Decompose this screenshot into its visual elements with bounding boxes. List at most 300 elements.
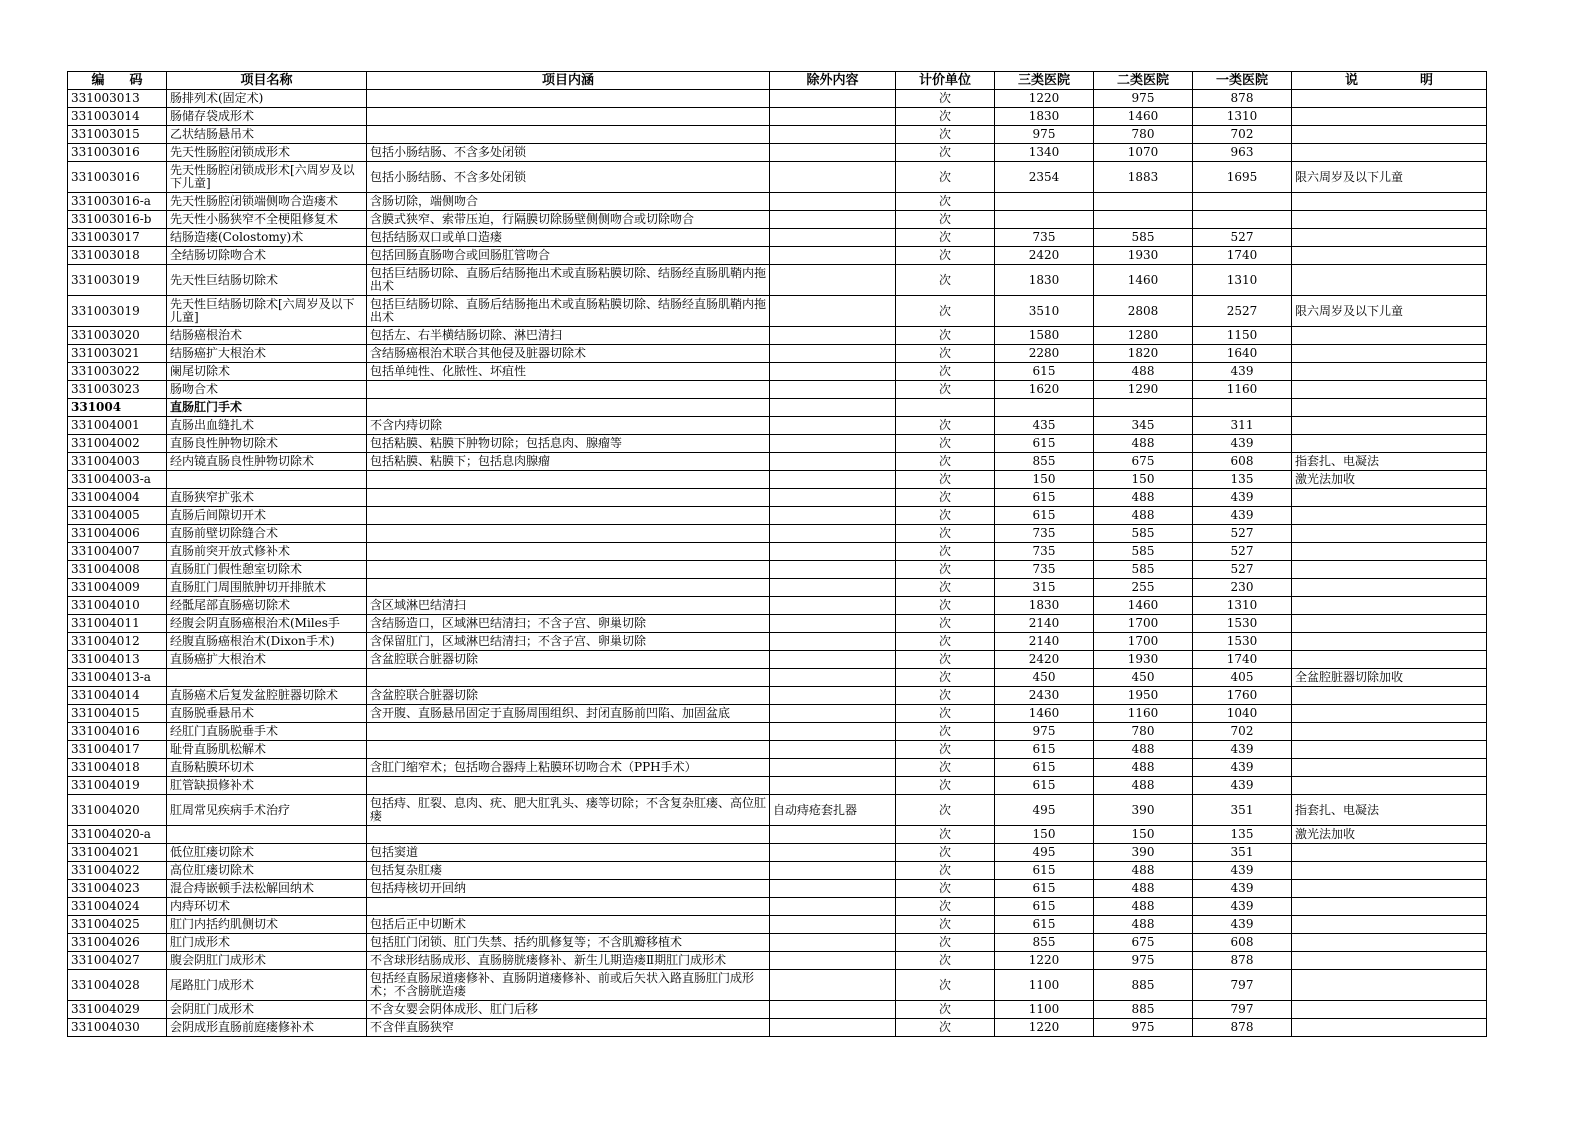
- cell-note: 限六周岁及以下儿童: [1292, 296, 1487, 327]
- cell-price-class3: 1580: [995, 327, 1094, 345]
- table-row: [68, 417, 1487, 435]
- cell-price-class1: 2527: [1193, 296, 1292, 327]
- cell-unit: 次: [896, 1019, 995, 1037]
- cell-price-class2: 488: [1094, 507, 1193, 525]
- cell-name: 直肠肛门周围脓肿切开排脓术: [167, 579, 367, 597]
- cell-note: [1292, 229, 1487, 247]
- cell-content: 包括粘膜、粘膜下；包括息肉腺瘤: [367, 453, 770, 471]
- cell-price-class3: 1830: [995, 265, 1094, 296]
- cell-price-class3: 3510: [995, 296, 1094, 327]
- table-row: [68, 327, 1487, 345]
- cell-excluded: [770, 247, 896, 265]
- cell-note: [1292, 777, 1487, 795]
- cell-name: 会阴肛门成形术: [167, 1001, 367, 1019]
- cell-price-class2: 1280: [1094, 327, 1193, 345]
- cell-price-class1: 439: [1193, 489, 1292, 507]
- table-row: [68, 489, 1487, 507]
- cell-note: [1292, 597, 1487, 615]
- cell-code: 331003019: [68, 265, 167, 296]
- cell-code: 331004010: [68, 597, 167, 615]
- cell-price-class1: 439: [1193, 898, 1292, 916]
- cell-excluded: [770, 862, 896, 880]
- cell-excluded: [770, 327, 896, 345]
- cell-name: 高位肛瘘切除术: [167, 862, 367, 880]
- cell-note: 限六周岁及以下儿童: [1292, 162, 1487, 193]
- cell-price-class1: 1695: [1193, 162, 1292, 193]
- cell-note: 激光法加收: [1292, 826, 1487, 844]
- table-row: [68, 435, 1487, 453]
- table-row: [68, 759, 1487, 777]
- cell-excluded: [770, 162, 896, 193]
- cell-price-class3: 855: [995, 453, 1094, 471]
- cell-code: 331004030: [68, 1019, 167, 1037]
- cell-price-class1: [1193, 193, 1292, 211]
- cell-price-class2: 450: [1094, 669, 1193, 687]
- cell-note: [1292, 543, 1487, 561]
- cell-code: 331004005: [68, 507, 167, 525]
- cell-note: 指套扎、电凝法: [1292, 795, 1487, 826]
- cell-price-class2: 1930: [1094, 247, 1193, 265]
- table-row: [68, 507, 1487, 525]
- cell-unit: 次: [896, 417, 995, 435]
- cell-price-class3: 2280: [995, 345, 1094, 363]
- header-code: 编 码: [68, 72, 167, 90]
- cell-content: 包括巨结肠切除、直肠后结肠拖出术或直肠粘膜切除、结肠经直肠肌鞘内拖出术: [367, 265, 770, 296]
- cell-name: 先天性小肠狭窄不全梗阻修复术: [167, 211, 367, 229]
- cell-unit: 次: [896, 193, 995, 211]
- cell-name: 结肠造瘘(Colostomy)术: [167, 229, 367, 247]
- cell-price-class3: 1460: [995, 705, 1094, 723]
- table-row: [68, 211, 1487, 229]
- cell-price-class3: 615: [995, 898, 1094, 916]
- cell-note: [1292, 844, 1487, 862]
- cell-price-class3: 2354: [995, 162, 1094, 193]
- cell-content: 含肠切除，端侧吻合: [367, 193, 770, 211]
- cell-price-class3: 2430: [995, 687, 1094, 705]
- cell-price-class2: 975: [1094, 1019, 1193, 1037]
- header-class3: 三类医院: [995, 72, 1094, 90]
- cell-price-class2: 975: [1094, 952, 1193, 970]
- cell-excluded: [770, 126, 896, 144]
- cell-content: [367, 543, 770, 561]
- cell-price-class3: 1340: [995, 144, 1094, 162]
- cell-name: 耻骨直肠肌松解术: [167, 741, 367, 759]
- cell-price-class3: 855: [995, 934, 1094, 952]
- cell-name: 结肠癌扩大根治术: [167, 345, 367, 363]
- cell-code: 331004003-a: [68, 471, 167, 489]
- cell-price-class1: 1150: [1193, 327, 1292, 345]
- cell-code: 331004027: [68, 952, 167, 970]
- cell-unit: 次: [896, 759, 995, 777]
- cell-content: [367, 777, 770, 795]
- cell-content: [367, 669, 770, 687]
- cell-content: [367, 471, 770, 489]
- cell-unit: 次: [896, 795, 995, 826]
- cell-excluded: [770, 826, 896, 844]
- cell-excluded: [770, 651, 896, 669]
- cell-note: [1292, 723, 1487, 741]
- cell-note: [1292, 265, 1487, 296]
- cell-price-class3: 495: [995, 795, 1094, 826]
- cell-price-class1: 878: [1193, 90, 1292, 108]
- cell-price-class3: 150: [995, 826, 1094, 844]
- cell-price-class2: 885: [1094, 1001, 1193, 1019]
- cell-unit: 次: [896, 669, 995, 687]
- cell-code: 331003016: [68, 144, 167, 162]
- table-row: [68, 1001, 1487, 1019]
- table-row: [68, 741, 1487, 759]
- cell-code: 331004013: [68, 651, 167, 669]
- table-row: [68, 898, 1487, 916]
- cell-excluded: 自动痔疮套扎器: [770, 795, 896, 826]
- cell-code: 331004020: [68, 795, 167, 826]
- cell-unit: 次: [896, 844, 995, 862]
- cell-note: [1292, 525, 1487, 543]
- cell-note: [1292, 615, 1487, 633]
- cell-name: 先天性肠腔闭锁端侧吻合造瘘术: [167, 193, 367, 211]
- cell-code: 331003021: [68, 345, 167, 363]
- cell-price-class3: 615: [995, 507, 1094, 525]
- table-row: [68, 561, 1487, 579]
- cell-price-class2: [1094, 399, 1193, 417]
- cell-unit: 次: [896, 934, 995, 952]
- cell-unit: 次: [896, 327, 995, 345]
- cell-excluded: [770, 543, 896, 561]
- table-row: [68, 777, 1487, 795]
- cell-price-class2: 150: [1094, 471, 1193, 489]
- cell-excluded: [770, 1019, 896, 1037]
- cell-unit: 次: [896, 296, 995, 327]
- cell-price-class2: 488: [1094, 759, 1193, 777]
- table-row: [68, 381, 1487, 399]
- cell-excluded: [770, 615, 896, 633]
- table-row: [68, 723, 1487, 741]
- cell-code: 331004019: [68, 777, 167, 795]
- cell-price-class1: 439: [1193, 862, 1292, 880]
- cell-content: [367, 399, 770, 417]
- cell-code: 331003022: [68, 363, 167, 381]
- cell-content: 包括复杂肛瘘: [367, 862, 770, 880]
- cell-name: 内痔环切术: [167, 898, 367, 916]
- table-row: [68, 144, 1487, 162]
- cell-unit: 次: [896, 741, 995, 759]
- cell-price-class2: 488: [1094, 898, 1193, 916]
- cell-content: [367, 826, 770, 844]
- cell-price-class3: 1220: [995, 90, 1094, 108]
- cell-unit: 次: [896, 489, 995, 507]
- cell-price-class1: 527: [1193, 229, 1292, 247]
- cell-price-class2: 488: [1094, 435, 1193, 453]
- cell-price-class1: 527: [1193, 525, 1292, 543]
- cell-price-class2: 585: [1094, 561, 1193, 579]
- cell-note: [1292, 1001, 1487, 1019]
- cell-unit: 次: [896, 345, 995, 363]
- header-row: [68, 72, 1487, 90]
- cell-content: [367, 723, 770, 741]
- cell-code: 331004012: [68, 633, 167, 651]
- cell-code: 331004014: [68, 687, 167, 705]
- cell-code: 331004003: [68, 453, 167, 471]
- cell-name: 肠排列术(固定术): [167, 90, 367, 108]
- table-row: [68, 615, 1487, 633]
- cell-unit: 次: [896, 862, 995, 880]
- cell-price-class3: 735: [995, 561, 1094, 579]
- cell-content: [367, 579, 770, 597]
- cell-price-class2: 1070: [1094, 144, 1193, 162]
- header-name: 项目名称: [167, 72, 367, 90]
- cell-code: 331003016-b: [68, 211, 167, 229]
- cell-name: [167, 669, 367, 687]
- cell-content: 含开腹、直肠悬吊固定于直肠周围组织、封闭直肠前凹陷、加固盆底: [367, 705, 770, 723]
- table-row: [68, 265, 1487, 296]
- cell-code: 331003014: [68, 108, 167, 126]
- table-row: [68, 862, 1487, 880]
- table-row: [68, 880, 1487, 898]
- cell-excluded: [770, 880, 896, 898]
- table-row: [68, 844, 1487, 862]
- cell-excluded: [770, 363, 896, 381]
- cell-price-class1: [1193, 211, 1292, 229]
- cell-price-class2: 488: [1094, 741, 1193, 759]
- cell-content: 含区域淋巴结清扫: [367, 597, 770, 615]
- cell-price-class3: 1220: [995, 952, 1094, 970]
- cell-price-class3: 1220: [995, 1019, 1094, 1037]
- cell-code: 331004002: [68, 435, 167, 453]
- cell-note: [1292, 247, 1487, 265]
- cell-price-class2: 585: [1094, 525, 1193, 543]
- cell-note: 激光法加收: [1292, 471, 1487, 489]
- cell-price-class2: 675: [1094, 934, 1193, 952]
- cell-price-class3: 2140: [995, 633, 1094, 651]
- cell-price-class1: 1310: [1193, 108, 1292, 126]
- cell-price-class2: 1460: [1094, 108, 1193, 126]
- cell-price-class3: 615: [995, 880, 1094, 898]
- cell-excluded: [770, 90, 896, 108]
- cell-content: 包括小肠结肠、不含多处闭锁: [367, 162, 770, 193]
- cell-excluded: [770, 705, 896, 723]
- cell-name: 低位肛瘘切除术: [167, 844, 367, 862]
- cell-unit: 次: [896, 126, 995, 144]
- cell-excluded: [770, 723, 896, 741]
- cell-unit: 次: [896, 247, 995, 265]
- cell-code: 331003013: [68, 90, 167, 108]
- cell-content: [367, 561, 770, 579]
- cell-name: 经腹直肠癌根治术(Dixon手术): [167, 633, 367, 651]
- cell-price-class1: 230: [1193, 579, 1292, 597]
- cell-note: [1292, 399, 1487, 417]
- table-row: [68, 826, 1487, 844]
- cell-code: 331003018: [68, 247, 167, 265]
- cell-unit: 次: [896, 597, 995, 615]
- cell-code: 331003016: [68, 162, 167, 193]
- cell-excluded: [770, 489, 896, 507]
- cell-price-class2: 780: [1094, 126, 1193, 144]
- cell-price-class2: 488: [1094, 489, 1193, 507]
- cell-unit: 次: [896, 705, 995, 723]
- cell-price-class2: 1290: [1094, 381, 1193, 399]
- cell-price-class1: 135: [1193, 826, 1292, 844]
- cell-note: [1292, 705, 1487, 723]
- cell-price-class2: 488: [1094, 363, 1193, 381]
- cell-name: 直肠良性肿物切除术: [167, 435, 367, 453]
- cell-note: [1292, 916, 1487, 934]
- cell-excluded: [770, 381, 896, 399]
- cell-unit: 次: [896, 561, 995, 579]
- cell-excluded: [770, 525, 896, 543]
- cell-excluded: [770, 265, 896, 296]
- cell-note: [1292, 345, 1487, 363]
- cell-price-class1: 527: [1193, 543, 1292, 561]
- cell-price-class1: 797: [1193, 970, 1292, 1001]
- cell-price-class3: 2420: [995, 247, 1094, 265]
- cell-note: [1292, 579, 1487, 597]
- cell-name: 肛周常见疾病手术治疗: [167, 795, 367, 826]
- cell-price-class1: 1740: [1193, 651, 1292, 669]
- cell-unit: 次: [896, 453, 995, 471]
- cell-unit: 次: [896, 381, 995, 399]
- cell-excluded: [770, 1001, 896, 1019]
- section-row: [68, 399, 1487, 417]
- cell-unit: 次: [896, 507, 995, 525]
- cell-price-class3: 2420: [995, 651, 1094, 669]
- cell-content: 包括巨结肠切除、直肠后结肠拖出术或直肠粘膜切除、结肠经直肠肌鞘内拖出术: [367, 296, 770, 327]
- cell-unit: 次: [896, 229, 995, 247]
- cell-note: [1292, 970, 1487, 1001]
- table-row: [68, 934, 1487, 952]
- cell-price-class3: 735: [995, 543, 1094, 561]
- cell-excluded: [770, 211, 896, 229]
- cell-price-class1: 963: [1193, 144, 1292, 162]
- cell-price-class3: 975: [995, 723, 1094, 741]
- header-class2: 二类医院: [1094, 72, 1193, 90]
- cell-price-class3: 1100: [995, 970, 1094, 1001]
- cell-name: 经肛门直肠脱垂手术: [167, 723, 367, 741]
- price-table-sheet: [67, 71, 1487, 1037]
- cell-name: 会阴成形直肠前庭瘘修补术: [167, 1019, 367, 1037]
- cell-excluded: [770, 579, 896, 597]
- cell-unit: 次: [896, 108, 995, 126]
- cell-price-class3: 2140: [995, 615, 1094, 633]
- cell-price-class3: 435: [995, 417, 1094, 435]
- cell-unit: 次: [896, 687, 995, 705]
- cell-price-class2: 150: [1094, 826, 1193, 844]
- cell-code: 331004021: [68, 844, 167, 862]
- cell-content: 含盆腔联合脏器切除: [367, 687, 770, 705]
- cell-code: 331004029: [68, 1001, 167, 1019]
- cell-content: 含盆腔联合脏器切除: [367, 651, 770, 669]
- cell-name: 肛门成形术: [167, 934, 367, 952]
- table-row: [68, 363, 1487, 381]
- cell-name: 直肠癌扩大根治术: [167, 651, 367, 669]
- cell-code: 331004018: [68, 759, 167, 777]
- cell-price-class2: 345: [1094, 417, 1193, 435]
- cell-name: 先天性肠腔闭锁成形术[六周岁及以下儿童]: [167, 162, 367, 193]
- cell-price-class3: 1100: [995, 1001, 1094, 1019]
- cell-content: [367, 507, 770, 525]
- cell-name: 混合痔嵌顿手法松解回纳术: [167, 880, 367, 898]
- price-table: [67, 71, 1487, 1037]
- cell-name: 肛管缺损修补术: [167, 777, 367, 795]
- cell-name: 腹会阴肛门成形术: [167, 952, 367, 970]
- cell-price-class2: 1820: [1094, 345, 1193, 363]
- cell-content: 不含球形结肠成形、直肠膀胱瘘修补、新生儿期造瘘Ⅱ期肛门成形术: [367, 952, 770, 970]
- cell-content: 包括结肠双口或单口造瘘: [367, 229, 770, 247]
- cell-code: 331004009: [68, 579, 167, 597]
- cell-price-class2: 1930: [1094, 651, 1193, 669]
- cell-unit: 次: [896, 898, 995, 916]
- table-row: [68, 162, 1487, 193]
- cell-price-class3: 1830: [995, 597, 1094, 615]
- cell-code: 331003020: [68, 327, 167, 345]
- cell-name: 先天性巨结肠切除术[六周岁及以下儿童]: [167, 296, 367, 327]
- cell-price-class2: 780: [1094, 723, 1193, 741]
- cell-excluded: [770, 399, 896, 417]
- table-row: [68, 247, 1487, 265]
- cell-excluded: [770, 417, 896, 435]
- cell-price-class1: 797: [1193, 1001, 1292, 1019]
- cell-code: 331004017: [68, 741, 167, 759]
- header-excluded: 除外内容: [770, 72, 896, 90]
- cell-content: [367, 741, 770, 759]
- cell-code: 331003015: [68, 126, 167, 144]
- cell-unit: 次: [896, 90, 995, 108]
- cell-excluded: [770, 970, 896, 1001]
- cell-code: 331004006: [68, 525, 167, 543]
- cell-content: 不含内痔切除: [367, 417, 770, 435]
- cell-note: [1292, 759, 1487, 777]
- cell-price-class2: 585: [1094, 543, 1193, 561]
- cell-name: 直肠癌术后复发盆腔脏器切除术: [167, 687, 367, 705]
- cell-name: 直肠狭窄扩张术: [167, 489, 367, 507]
- cell-excluded: [770, 777, 896, 795]
- cell-content: 包括单纯性、化脓性、坏疽性: [367, 363, 770, 381]
- cell-code: 331004011: [68, 615, 167, 633]
- cell-price-class2: 1883: [1094, 162, 1193, 193]
- cell-price-class1: 439: [1193, 741, 1292, 759]
- cell-excluded: [770, 296, 896, 327]
- cell-excluded: [770, 844, 896, 862]
- cell-excluded: [770, 759, 896, 777]
- cell-price-class1: 1160: [1193, 381, 1292, 399]
- table-row: [68, 970, 1487, 1001]
- table-row: [68, 952, 1487, 970]
- cell-code: 331004020-a: [68, 826, 167, 844]
- cell-excluded: [770, 229, 896, 247]
- cell-price-class3: 1830: [995, 108, 1094, 126]
- table-row: [68, 916, 1487, 934]
- cell-price-class1: 878: [1193, 1019, 1292, 1037]
- cell-excluded: [770, 144, 896, 162]
- cell-price-class3: 615: [995, 363, 1094, 381]
- cell-price-class1: 351: [1193, 844, 1292, 862]
- cell-price-class3: 615: [995, 435, 1094, 453]
- cell-note: [1292, 327, 1487, 345]
- cell-content: [367, 381, 770, 399]
- cell-name: 直肠肛门假性憩室切除术: [167, 561, 367, 579]
- header-class1: 一类医院: [1193, 72, 1292, 90]
- cell-note: 全盆腔脏器切除加收: [1292, 669, 1487, 687]
- table-row: [68, 633, 1487, 651]
- cell-code: 331004015: [68, 705, 167, 723]
- cell-code: 331004004: [68, 489, 167, 507]
- cell-price-class2: 488: [1094, 916, 1193, 934]
- cell-excluded: [770, 435, 896, 453]
- cell-name: 乙状结肠悬吊术: [167, 126, 367, 144]
- cell-content: 含膜式狭窄、索带压迫，行隔膜切除肠壁侧侧吻合或切除吻合: [367, 211, 770, 229]
- cell-excluded: [770, 934, 896, 952]
- cell-content: [367, 898, 770, 916]
- cell-price-class1: 311: [1193, 417, 1292, 435]
